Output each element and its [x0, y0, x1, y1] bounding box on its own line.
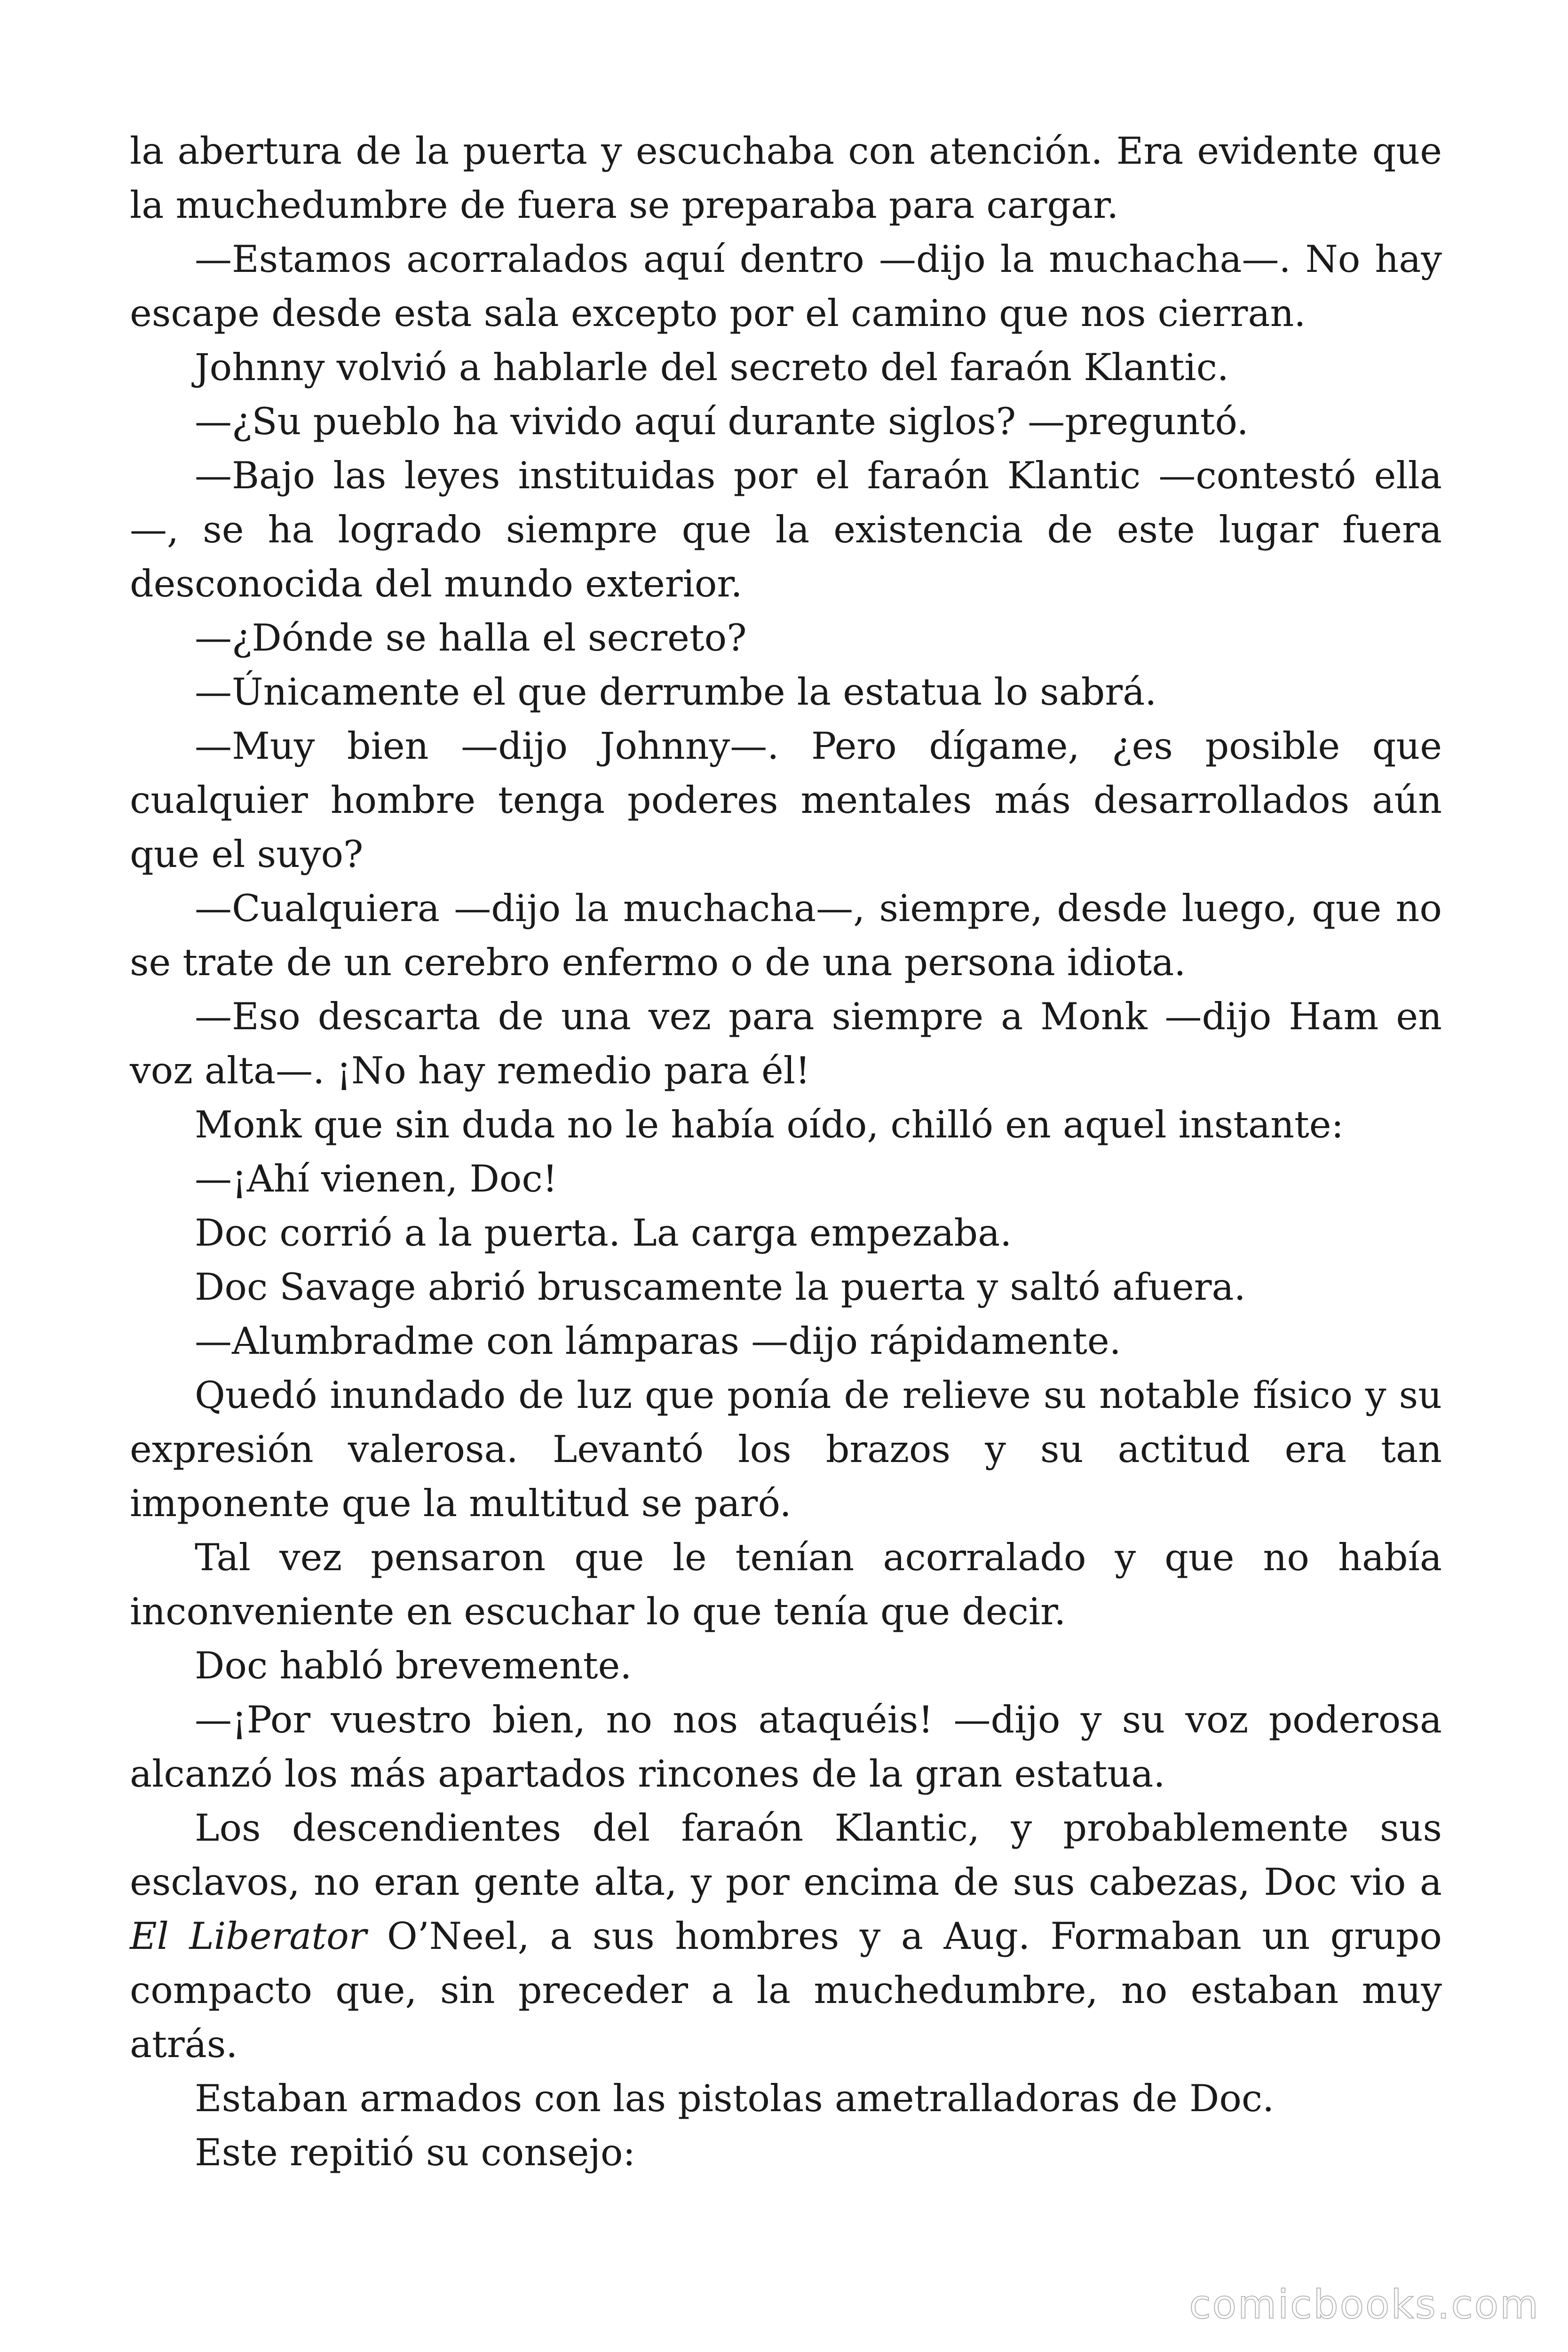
paragraph: Doc habló brevemente.: [195, 1644, 632, 1687]
paragraph-text-before: Los descendientes del faraón Klantic, y probablemente sus esclavos, no eran gente alta, y por encima de sus cabezas, Doc vio a: [130, 1806, 1442, 1904]
italic-name: El Liberator: [130, 1915, 367, 1958]
paragraph: Johnny volvió a hablarle del secreto del faraón Klantic.: [195, 346, 1229, 389]
paragraph: —Eso descarta de una vez para siempre a Monk —dijo Ham en voz alta—. ¡No hay remedio para él!: [130, 995, 1442, 1092]
paragraph: —Bajo las leyes instituidas por el faraón Klantic —contestó ella —, se ha logrado siempre que la existencia de este lugar fuera desconocida del mundo exterior.: [130, 454, 1442, 605]
paragraph: —¿Su pueblo ha vivido aquí durante siglos? —preguntó.: [195, 400, 1249, 443]
paragraph: —¡Ahí vienen, Doc!: [195, 1157, 558, 1200]
paragraph: Este repitió su consejo:: [195, 2131, 636, 2174]
paragraph: —Cualquiera —dijo la muchacha—, siempre, desde luego, que no se trate de un cerebro enfermo o de una persona idiota.: [130, 887, 1442, 984]
paragraph: la abertura de la puerta y escuchaba con atención. Era evidente que la muchedumbre de fuera se preparaba para cargar.: [130, 129, 1442, 227]
paragraph: Monk que sin duda no le había oído, chilló en aquel instante:: [195, 1103, 1344, 1146]
paragraph: —Muy bien —dijo Johnny—. Pero dígame, ¿es posible que cualquier hombre tenga poderes mentales más desarrollados aún que el suyo?: [130, 724, 1442, 876]
paragraph: Doc Savage abrió bruscamente la puerta y saltó afuera.: [195, 1265, 1246, 1309]
paragraph: —¿Dónde se halla el secreto?: [195, 616, 747, 660]
paragraph: —¡Por vuestro bien, no nos ataquéis! —dijo y su voz poderosa alcanzó los más apartados rincones de la gran estatua.: [130, 1698, 1442, 1796]
paragraph: Quedó inundado de luz que ponía de relieve su notable físico y su expresión valerosa. Levantó los brazos y su actitud era tan imponente que la multitud se paró.: [130, 1374, 1442, 1525]
paragraph-with-italic: [130, 1801, 1442, 2072]
paragraph: Doc corrió a la puerta. La carga empezaba.: [195, 1211, 1012, 1255]
paragraph: —Alumbradme con lámparas —dijo rápidamente.: [195, 1319, 1121, 1363]
watermark: comicbooks.com: [1189, 2281, 1540, 2328]
paragraph: —Únicamente el que derrumbe la estatua lo sabrá.: [195, 670, 1157, 714]
paragraph: Tal vez pensaron que le tenían acorralado y que no había inconveniente en escuchar lo que tenía que decir.: [130, 1536, 1442, 1633]
paragraph: Estaban armados con las pistolas ametralladoras de Doc.: [195, 2077, 1275, 2120]
page-body-text: [130, 124, 1442, 2180]
paragraph: —Estamos acorralados aquí dentro —dijo la muchacha—. No hay escape desde esta sala excepto por el camino que nos cierran.: [130, 238, 1442, 335]
paragraph-text-after: O’Neel, a sus hombres y a Aug. Formaban un grupo compacto que, sin preceder a la muchedumbre, no estaban muy atrás.: [130, 1915, 1442, 2066]
